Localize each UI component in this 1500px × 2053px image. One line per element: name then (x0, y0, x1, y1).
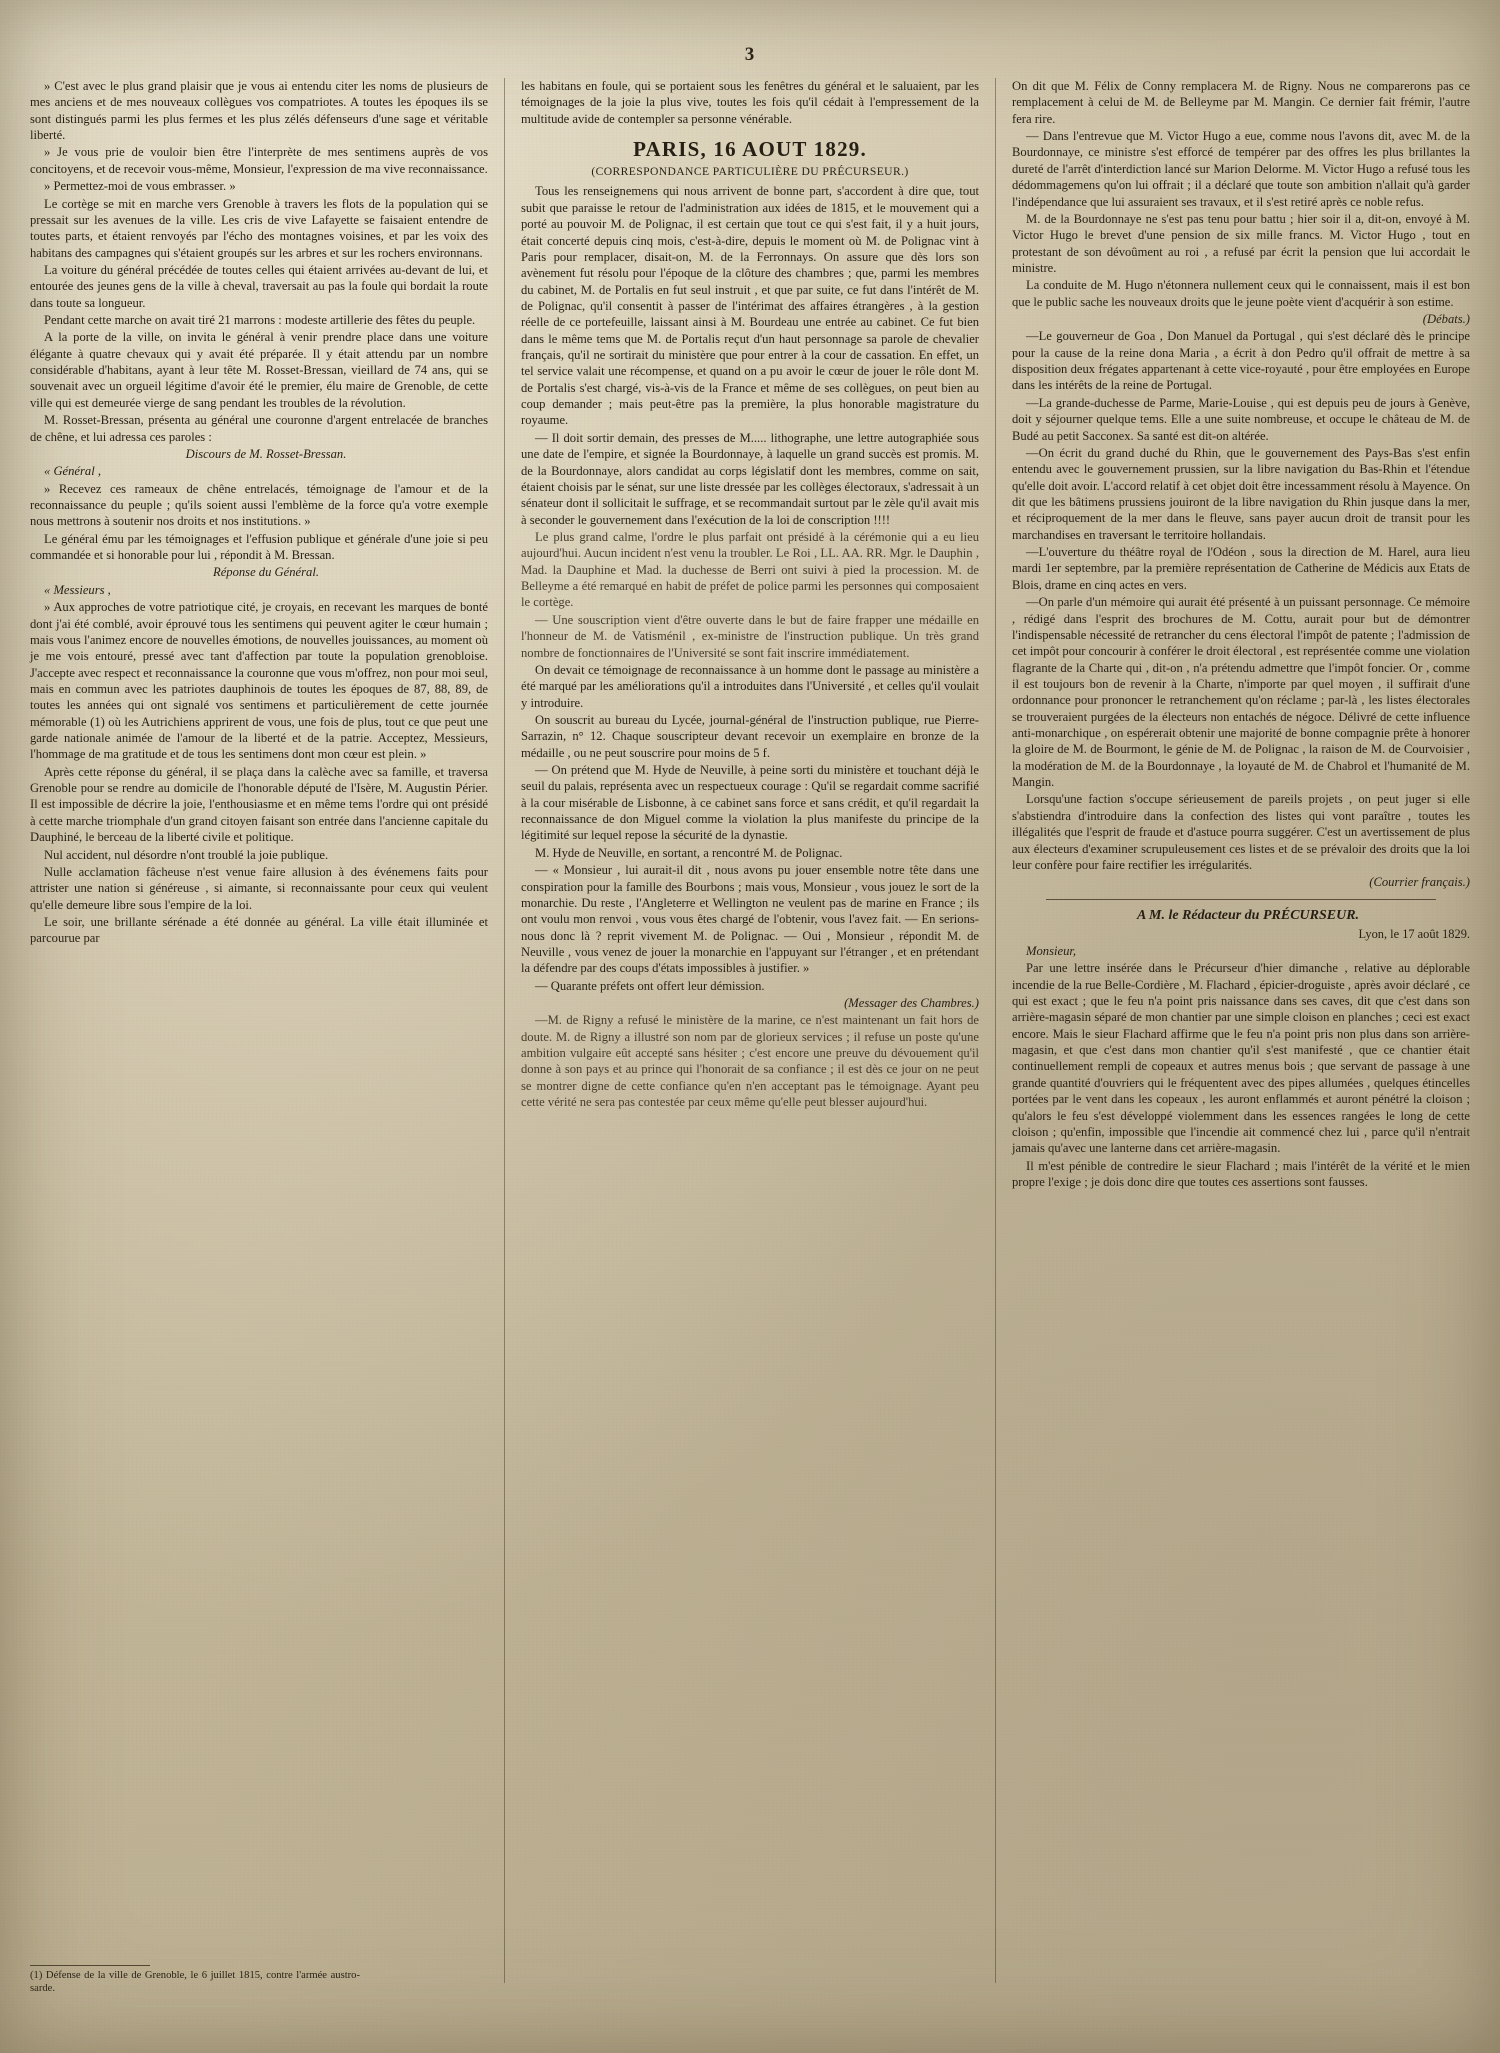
paragraph: » Je vous prie de vouloir bien être l'interprète de mes sentimens auprès de vos concitoyens, et de recevoir vous-même, Monsieur, l'expression de ma vive reconnaissance. (30, 145, 488, 176)
paragraph: La voiture du général précédée de toutes celles qui étaient arrivées au-devant de lui, et entourée des jeunes gens de la ville à cheval, traversait au pas la foule qui bordait la route dans toute sa longueur. (30, 262, 488, 310)
section-heading-paris: PARIS, 16 AOUT 1829. (633, 137, 867, 162)
footnote-rule (30, 1965, 150, 1966)
letter-dateline: Lyon, le 17 août 1829. (1358, 926, 1470, 941)
speech-title-rosset-bressan: Discours de M. Rosset-Bressan. (185, 446, 347, 461)
paragraph: Pendant cette marche on avait tiré 21 marrons : modeste artillerie des fêtes du peuple. (44, 313, 476, 328)
source-attribution: (Débats.) (1422, 312, 1470, 327)
paragraph: —On parle d'un mémoire qui aurait été présenté à un puissant personnage. Ce mémoire , rédigé dans l'esprit des brochures de M. Cottu, aurait pour but de démontrer l'indispensable nécessité de retrancher du cens électoral l'impôt de patente ; l'admission de cet impôt pour concourir à conférer le droit électoral , est représentée comme une violation flagrante de la Charte qui , dit-on , n'a prétendu admettre que l'impôt foncier. Or , comme il est toujours bon de revenir à la Charte, n'importe par quel moyen , il suffirait d'une ordonnance pour prononcer le retranchement qu'on réclame ; par-là , les listes électorales se trouveraient purgées de la électeurs non entachés de négoce. Délivré de cette influence anti-monarchique , on espérerait obtenir une majorité de bonne compagnie prête à honorer la gloire de M. de Bourmont, le génie de M. de Polignac , la raison de M. de Courvoisier , la modération de M. de la Bourdonnaye , la loyauté de M. de Chabrol et l'humanité de M. Mangin. (1012, 595, 1470, 790)
paragraph: » Recevez ces rameaux de chêne entrelacés, témoignage de l'amour et de la reconnaissance du peuple ; qu'ils soient aussi l'emblème de la force qu'a votre exemple nous mettrons à soutenir nos droits et nos institutions. » (30, 481, 488, 529)
paragraph: — On prétend que M. Hyde de Neuville, à peine sorti du ministère et touchant déjà le seuil du palais, représenta avec un respectueux courage : Qu'il se regardait comme sacrifié à la cour misérable de Lisbonne, à ce cabinet sans force et sans crédit, et qu'il regardait la reconnaissance de don Miguel comme la violation la plus manifeste du principe de la légitimité sur lequel repose la sécurité de la dynastie. (521, 763, 979, 843)
letter-title: A M. le Rédacteur du PRÉCURSEUR. (1136, 907, 1360, 923)
paragraph: On devait ce témoignage de reconnaissance à un homme dont le passage au ministère a été marqué par les améliorations qu'il a introduites dans l'Université , et celles qu'il voulait y introduire. (521, 662, 979, 710)
column-2 (504, 78, 995, 1983)
paragraph: — Il doit sortir demain, des presses de M..... lithographe, une lettre autographiée sous une date de l'empire, et signée la Bourdonnaye, à laquelle un grand succès est promis. M. de la Bourdonnaye, alors candidat au corps législatif dont les membres, comme on sait, étaient choisis par le sénat, sur une liste dressée par les collèges électoraux, s'adressait à un sénateur dont il sollicitait le suffrage, et se recommandait surtout par le zèle qu'il avait mis à seconder le gouvernement dans l'exécution de la loi de conscription !!!! (521, 430, 979, 527)
paragraph: La conduite de M. Hugo n'étonnera nullement ceux qui le connaissent, mais il est bon que le public sache les nouveaux droits que le jeune poète vient d'acquérir à son estime. (1012, 278, 1470, 309)
paragraph: Le soir, une brillante sérénade a été donnée au général. La ville était illuminée et parcourue par (30, 914, 488, 946)
speech-salutation: « Messieurs , (44, 582, 111, 597)
paragraph: » Permettez-moi de vous embrasser. » (44, 179, 236, 194)
paragraph: M. de la Bourdonnaye ne s'est pas tenu pour battu ; hier soir il a, dit-on, envoyé à M. Victor Hugo le brevet d'une pension de six mille francs. M. Victor Hugo , tout en protestant de son dévoûment au roi , a refusé par écrit la pension que lui accordait le ministre. (1012, 211, 1470, 275)
paragraph: —On écrit du grand duché du Rhin, que le gouvernement des Pays-Bas s'est enfin entendu avec le gouvernement prussien, sur la libre navigation du Bas-Rhin et l'étendue qu'elle doit avoir. L'accord relatif à cet objet doit être incessamment résolu à Mayence. On dit que les bâtimens prussiens jouiront de la libre navigation du Rhin jusque dans la mer, et réciproquement de la mer dans le fleuve, sans payer aucun droit de transit pour les marchandises en traversant le territoire hollandais. (1012, 445, 1470, 542)
section-divider (1046, 899, 1436, 900)
paragraph: Par une lettre insérée dans le Précurseur d'hier dimanche , relative au déplorable incendie de la rue Belle-Cordière , M. Flachard , épicier-droguiste , après avoir déclaré , ce qui est exact ; que le feu n'a point pris naissance dans ses caves, dit que c'est dans son arrière-magasin séparé de mon chantier par une simple cloison en planches ; ceci est exact encore. Mais le sieur Flachard affirme que le feu n'a point pris non plus dans son arrière-magasin, et que c'est dans mon chantier qu'il s'est manifesté , que ce chantier était continuellement rempli de copeaux et autres menus bois ; que servant de passage à une grande quantité d'ouvriers qui le fréquentent avec des pipes allumées , quelques étincelles portées par le vent dans les copeaux , les auront enflammés et auront pénétré la cloison ; qu'alors le feu s'est développé violemment dans les essences rangées le long de cette cloison ; qu'enfin, impossible que l'incendie ait commencé chez lui , parce qu'il n'entrait jamais qu'avec une lanterne dans cet arrière-magasin. (1012, 961, 1470, 1156)
paragraph: On dit que M. Félix de Conny remplacera M. de Rigny. Nous ne comparerons pas ce remplacement à celui de M. de Belleyme par M. Mangin. Ce dernier fait frémir, l'autre fera rire. (1012, 79, 1470, 126)
paragraph: M. Rosset-Bressan, présenta au général une couronne d'argent entrelacée de branches de chêne, et lui adressa ces paroles : (30, 413, 488, 444)
section-subheading-correspondence: (CORRESPONDANCE PARTICULIÈRE DU PRÉCURSEUR.) (591, 165, 909, 179)
footnote (30, 1965, 360, 1995)
paragraph: —M. de Rigny a refusé le ministère de la marine, ce n'est maintenant un fait hors de doute. M. de Rigny a illustré son nom par de glorieux services ; il refuse un poste qu'une ambition vulgaire eût accepté sans hésiter ; c'est encore une preuve du dévouement qu'il donne à son pays et au prince qui l'honorait de sa confiance ; il est dès ce jour on ne peut se montrer digne de cette confiance qu'en n'en acceptant pas le témoignage. Ayant peu cette vérité ne sera pas contestée par ceux même qu'elle peut blesser aujourd'hui. (521, 1013, 979, 1110)
column-layout (14, 78, 1486, 1983)
paragraph: Il m'est pénible de contredire le sieur Flachard ; mais l'intérêt de la vérité et le mien propre l'exige ; je dois donc dire que toutes ces assertions sont fausses. (1012, 1158, 1470, 1189)
speech-salutation: « Général , (44, 464, 102, 479)
paragraph: Nulle acclamation fâcheuse n'est venue faire allusion à des événemens faits pour attrister une nation si généreuse , si aimante, si reconnaissante pour ceux qui veulent qu'elle demeure libre sous l'empire de la loi. (30, 864, 488, 912)
paragraph: » C'est avec le plus grand plaisir que je vous ai entendu citer les noms de plusieurs de mes anciens et de mes nouveaux collègues vos compatriotes. A toutes les époques ils se sont distingués parmi les plus fermes et les plus zélés défenseurs d'une sage et véritable liberté. (30, 79, 488, 143)
paragraph: Lorsqu'une faction s'occupe sérieusement de pareils projets , on peut juger si elle s'abstiendra d'introduire dans la confection des listes qui vont paraître , toutes les illégalités que l'esprit de fraude et d'astuce pourra suggérer. C'est un avertissement de plus aux électeurs d'examiner scrupuleusement ces listes et de se prévaloir des droits que la loi leur confère pour faire rectifier les irrégularités. (1012, 792, 1470, 872)
column-1 (14, 78, 504, 1983)
footnote-text: (1) Défense de la ville de Grenoble, le 6 juillet 1815, contre l'armée austro-sarde. (30, 1969, 360, 1994)
source-attribution: (Courrier français.) (1369, 875, 1470, 890)
paragraph: M. Hyde de Neuville, en sortant, a rencontré M. de Polignac. (535, 845, 843, 860)
paragraph: —La grande-duchesse de Parme, Marie-Louise , qui est depuis peu de jours à Genève, doit y séjourner quelque tems. Elle a une suite nombreuse, et occupe le château de M. de Budé au petit Sacconex. Sa santé est dit-on altérée. (1012, 395, 1470, 443)
page-number: 3 (744, 44, 756, 65)
paragraph: — « Monsieur , lui aurait-il dit , nous avons pu jouer ensemble notre tête dans une conspiration pour la famille des Bourbons ; mais vous, Monsieur , vous jouez le sort de la monarchie. Du reste , l'Angleterre et Wellington ne veulent pas de marine en France ; ils ont voulu mon renvoi , vous vous êtes chargé de l'obtenir, vous l'avez fait. — En serions-nous donc là ? reprit vivement M. de Polignac. — Oui , Monsieur , répondit M. de Neuville , vous venez de jouer la monarchie en l'appuyant sur l'étranger , et en prétendant la défendre par des coups d'états impossibles à justifier. » (521, 863, 979, 976)
paragraph: » Aux approches de votre patriotique cité, je croyais, en recevant les marques de bonté dont j'ai été comblé, avoir éprouvé tous les sentimens qui peuvent agiter le cœur humain ; mais vous l'animez encore de nouvelles émotions, de nouvelles jouissances, au moment où je me vois entouré, pressé avec tant d'affection par toute la population grenobloise. J'accepte avec respect et reconnaissance la couronne que vous m'offrez, non pour moi seul, mais en commun avec les patriotes dauphinois de toutes les époques de 87, 88, 89, de toutes les années qui ont signalé vos sentimens et particulièrement de cette journée mémorable (1) où les Autrichiens apprirent de vous, une fois de plus, tout ce que peut une garde nationale animée de l'amour de la liberté et de la patrie. Acceptez, Messieurs, l'hommage de ma gratitude et de tous les sentimens dont mon cœur est plein. » (30, 600, 488, 762)
paragraph: — Quarante préfets ont offert leur démission. (535, 978, 765, 993)
paragraph: On souscrit au bureau du Lycée, journal-général de l'instruction publique, rue Pierre-Sarrazin, n° 12. Chaque souscripteur devant recevoir un exemplaire en bronze de la médaille , ou ne peut souscrire pour moins de 5 f. (521, 712, 979, 760)
paragraph: A la porte de la ville, on invita le général à venir prendre place dans une voiture élégante à quatre chevaux qui y avait été préparée. Il y était attendu par un nombre considérable d'habitans, ayant à leur tête M. Rosset-Bressan, vieillard de 74 ans, qui se souvenait avec un orgueil légitime d'avoir été le premier, élu maire de Grenoble, de cette ville qui est demeurée vierge de sang pendant les troubles de la révolution. (30, 330, 488, 410)
paragraph: — Une souscription vient d'être ouverte dans le but de faire frapper une médaille en l'honneur de M. de Vatisménil , ex-ministre de l'instruction publique. Un très grand nombre de fonctionnaires de l'Université se sont fait inscrire immédiatement. (521, 612, 979, 660)
paragraph: Le général ému par les témoignages et l'effusion publique et générale d'une joie si peu commandée et si honorable pour lui , répondit à M. Bressan. (30, 531, 488, 563)
paragraph: —Le gouverneur de Goa , Don Manuel da Portugal , qui s'est déclaré dès le principe pour la cause de la reine dona Maria , a écrit à don Pedro qu'il offrait de mettre à sa disposition deux frégates appartenant à cette vice-royauté , pour être employées en Europe dans les intérêts de la reine de Portugal. (1012, 329, 1470, 393)
paragraph: les habitans en foule, qui se portaient sous les fenêtres du général et le saluaient, par les témoignages de la joie la plus vive, toutes les fois qu'il cédait à l'empressement de la multitude avide de contempler sa personne vénérable. (521, 79, 979, 126)
paragraph: — Dans l'entrevue que M. Victor Hugo a eue, comme nous l'avons dit, avec M. de la Bourdonnaye, ce ministre s'est efforcé de tempérer par des offres les plus brillantes la dureté de l'arrêt d'interdiction lancé sur Marion Delorme. M. Victor Hugo a refusé tous les dédommagemens qu'on lui offrait ; il a déclaré que toute son ambition n'allait qu'à garder l'indépendance que lui assuraient ses travaux, et il s'est retiré après ce noble refus. (1012, 129, 1470, 209)
speech-title-general-reply: Réponse du Général. (213, 565, 319, 580)
source-attribution: (Messager des Chambres.) (844, 996, 979, 1011)
letter-salutation: Monsieur, (1026, 943, 1077, 958)
paragraph: Le cortège se mit en marche vers Grenoble à travers les flots de la population qui se pressait sur les avenues de la ville. Les cris de vive Lafayette se faisaient entendre de toutes parts, et étaient renvoyés par l'écho des montagnes voisines, et par les voix des habitans des campagnes qui s'étaient groupés sur les arbres et sur les rochers environnans. (30, 196, 488, 260)
paragraph: Nul accident, nul désordre n'ont troublé la joie publique. (44, 847, 329, 862)
column-3 (995, 78, 1486, 1983)
paragraph: —L'ouverture du théâtre royal de l'Odéon , sous la direction de M. Harel, aura lieu mardi 1er septembre, par la première représentation de Catherine de Médicis aux Etats de Blois, drame en cinq actes en vers. (1012, 545, 1470, 592)
paragraph: Le plus grand calme, l'ordre le plus parfait ont présidé à la cérémonie qui a eu lieu aujourd'hui. Aucun incident n'est venu la troubler. Le Roi , LL. AA. RR. Mgr. le Dauphin , Mad. la Dauphine et Mad. la duchesse de Berri ont suivi à pied la procession. M. de Belleyme a été remarqué en habit de préfet de police parmi les personnes qui composaient le cortège. (521, 529, 979, 610)
paragraph: Après cette réponse du général, il se plaça dans la calèche avec sa famille, et traversa Grenoble pour se rendre au domicile de l'honorable député de l'Isère, M. Augustin Périer. Il est impossible de décrire la joie, l'enthousiasme et en même tems l'ordre qui ont présidé à cette marche triomphale d'un grand citoyen faisant son entrée dans l'ancienne capitale du Dauphiné, le berceau de la liberté civile et politique. (30, 764, 488, 845)
paragraph: Tous les renseignemens qui nous arrivent de bonne part, s'accordent à dire que, tout subit que paraisse le retour de l'administration aux idées de 1815, et le mouvement qui a porté au pouvoir M. de Polignac, il est certain que tout ce qui s'est fait, il y a huit jours, était concerté depuis cinq mois, c'est-à-dire, depuis le moment où M. de Polignac vint à Paris pour remplacer, disait-on, M. de la Ferronnays. On assure que dès lors son avènement fut résolu pour l'époque de la clôture des chambres ; que, parmi les membres du cabinet, M. de Portalis en fut seul instruit , et que par suite, ce fut dans l'intérêt de M. de Polignac, qu'il consentit à passer de l'intérimat des affaires étrangères , à la gestion réelle de ce portefeuille, laissant ainsi à M. Bourdeau une entrée au cabinet. Ce fut bien dans le même tems que M. de Portalis reçut d'un haut personnage sa parole de chevalier français, qu'il ne sortirait du ministère que pour entrer à la cour de cassation. En effet, un tel service valait une récompense, et quand on a pu avoir le cœur de jouer le rôle dont M. de Portalis s'est chargé, vis-à-vis de la France et même de ses collègues, on peut bien au coup demander ; mais peut-être pas la première, la plus honorable magistrature du royaume. (521, 184, 979, 428)
